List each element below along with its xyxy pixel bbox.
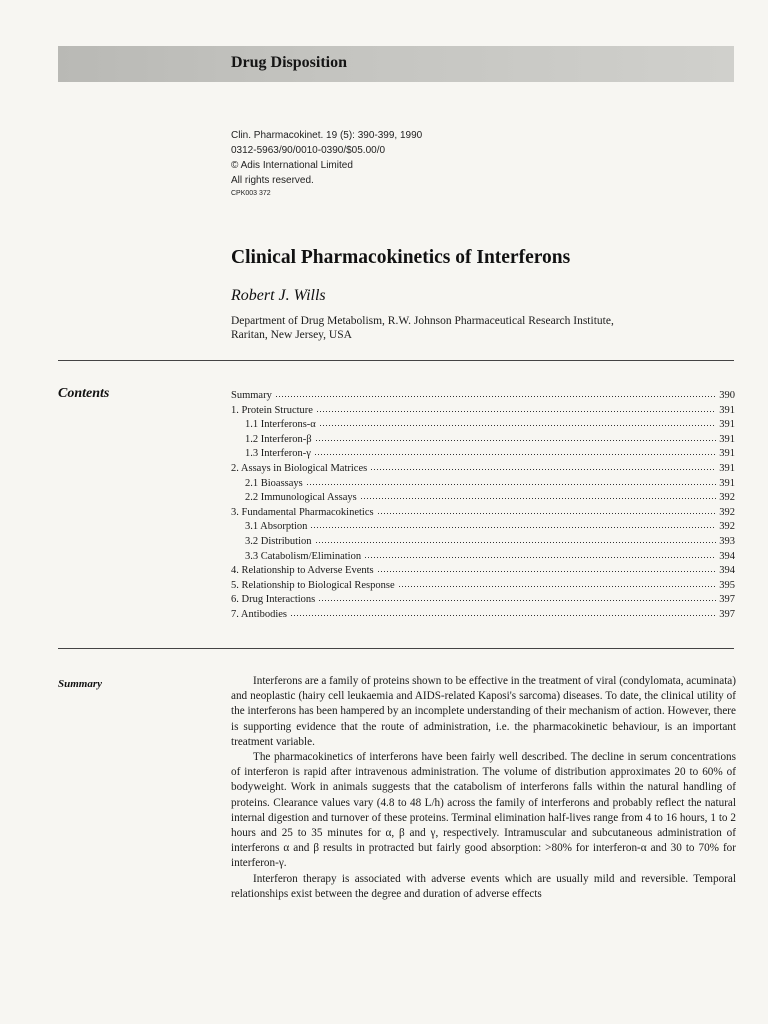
citation-copyright: © Adis International Limited — [231, 160, 353, 171]
dot-leader — [364, 550, 716, 559]
divider-top — [58, 360, 734, 361]
toc-entry-title: 1.1 Interferons-α — [245, 419, 316, 431]
toc-entry[interactable] — [231, 418, 735, 433]
toc-entry-page: 391 — [719, 404, 735, 416]
toc-entry-title: 1. Protein Structure — [231, 404, 313, 416]
toc-entry-title: 3.2 Distribution — [245, 535, 312, 547]
toc-entry[interactable] — [231, 447, 735, 462]
section-banner — [58, 46, 734, 82]
dot-leader — [316, 404, 716, 413]
toc-entry-page: 393 — [719, 535, 735, 547]
toc-entry-page: 397 — [719, 608, 735, 620]
toc-entry[interactable] — [231, 462, 735, 477]
toc-entry-title: 4. Relationship to Adverse Events — [231, 565, 374, 577]
toc-entry-page: 392 — [719, 521, 735, 533]
summary-body — [231, 674, 736, 902]
dot-leader — [290, 608, 716, 617]
toc-entry-title: 2. Assays in Biological Matrices — [231, 462, 368, 474]
toc-entry[interactable] — [231, 389, 735, 404]
dot-leader — [377, 506, 717, 515]
toc-entry[interactable] — [231, 550, 735, 565]
toc-entry-title: 1.3 Interferon-γ — [245, 448, 311, 460]
toc-entry-title: 2.2 Immunological Assays — [245, 492, 357, 504]
toc-entry-title: Summary — [231, 390, 272, 401]
dot-leader — [370, 462, 716, 471]
dot-leader — [314, 447, 716, 456]
dot-leader — [315, 535, 717, 544]
affiliation-line: Raritan, New Jersey, USA — [231, 329, 352, 341]
table-of-contents — [231, 389, 735, 623]
toc-entry-title: 6. Drug Interactions — [231, 594, 316, 606]
article-author: Robert J. Wills — [231, 287, 326, 304]
toc-entry[interactable] — [231, 520, 735, 535]
summary-paragraph: The pharmacokinetics of interferons have been fairly well described. The decline in serum concentrations of interferon is rapid after intravenous administration. The volume of distribution approximates 20 to 60% of bodyweight. Work in animals suggests that the catabolism of interferons falls within the natural handling of proteins. Clearance values vary (4.8 to 48 L/h) across the family of interferons and probably reflect the natural internal digestion and turnover of these proteins. Terminal elimination half-lives range from 4 to 16 hours, 1 to 2 hours and 25 to 35 minutes for α, β and γ, respectively. Intramuscular and subcutaneous administration of interferons α and β results in protracted but fairly good absorption: >80% for interferon-α and 30 to 70% for interferon-γ. — [231, 751, 736, 870]
toc-entry[interactable] — [231, 535, 735, 550]
author-affiliation — [231, 314, 731, 342]
dot-leader — [398, 579, 717, 588]
dot-leader — [275, 389, 716, 398]
summary-heading: Summary — [58, 678, 103, 690]
dot-leader — [377, 564, 717, 573]
dot-leader — [315, 433, 717, 442]
toc-entry[interactable] — [231, 404, 735, 419]
summary-paragraph: Interferon therapy is associated with adverse events which are usually mild and reversible. Temporal relationships exist between the degree and duration of adverse effects — [231, 872, 736, 900]
toc-entry-title: 5. Relationship to Biological Response — [231, 579, 395, 591]
summary-paragraph: Interferons are a family of proteins shown to be effective in the treatment of viral (condylomata, acuminata) and neoplastic (hairy cell leukaemia and AIDS-related Kaposi's sarcoma) diseases. To date, the clinical utility of the interferons has been hampered by an incomplete understanding of their mechanism of action. However, there is supporting evidence that the route of administration, i.e. the pharmacokinetic behaviour, is an important treatment variable. — [231, 675, 736, 748]
dot-leader — [310, 520, 716, 529]
toc-entry-page: 391 — [719, 477, 735, 489]
toc-entry-page: 394 — [719, 550, 735, 562]
citation-block — [231, 128, 422, 200]
toc-entry[interactable] — [231, 477, 735, 492]
toc-entry-title: 7. Antibodies — [231, 608, 288, 620]
toc-entry-page: 391 — [719, 448, 735, 460]
dot-leader — [318, 593, 716, 602]
toc-entry-title: 3.1 Absorption — [245, 521, 308, 533]
toc-entry[interactable] — [231, 579, 735, 594]
toc-entry-title: 2.1 Bioassays — [245, 477, 303, 489]
divider-bottom — [58, 648, 734, 649]
dot-leader — [306, 477, 717, 486]
toc-entry-page: 397 — [719, 594, 735, 606]
article-title: Clinical Pharmacokinetics of Interferons — [231, 247, 571, 268]
toc-entry-page: 395 — [719, 579, 735, 591]
toc-entry[interactable] — [231, 433, 735, 448]
contents-heading: Contents — [58, 386, 110, 401]
toc-entry-page: 394 — [719, 565, 735, 577]
toc-entry-title: 3. Fundamental Pharmacokinetics — [231, 506, 374, 518]
citation-issn: 0312-5963/90/0010-0390/$05.00/0 — [231, 145, 386, 156]
affiliation-line: Department of Drug Metabolism, R.W. Johnson Pharmaceutical Research Institute, — [231, 315, 614, 327]
toc-entry[interactable] — [231, 506, 735, 521]
dot-leader — [319, 418, 716, 427]
dot-leader — [360, 491, 717, 500]
toc-entry-title: 1.2 Interferon-β — [245, 433, 312, 445]
toc-entry-page: 392 — [719, 492, 735, 504]
citation-journal: Clin. Pharmacokinet. 19 (5): 390-399, 1990 — [231, 130, 423, 141]
toc-entry[interactable] — [231, 593, 735, 608]
toc-entry[interactable] — [231, 564, 735, 579]
toc-entry-title: 3.3 Catabolism/Elimination — [245, 550, 362, 562]
toc-entry-page: 391 — [719, 433, 735, 445]
toc-entry[interactable] — [231, 608, 735, 623]
toc-entry[interactable] — [231, 491, 735, 506]
citation-rights: All rights reserved. — [231, 175, 314, 186]
citation-code: CPK003 372 — [231, 190, 271, 197]
toc-entry-page: 392 — [719, 506, 735, 518]
toc-entry-page: 390 — [719, 390, 735, 401]
toc-entry-page: 391 — [719, 419, 735, 431]
banner-title: Drug Disposition — [231, 54, 348, 71]
toc-entry-page: 391 — [719, 462, 735, 474]
